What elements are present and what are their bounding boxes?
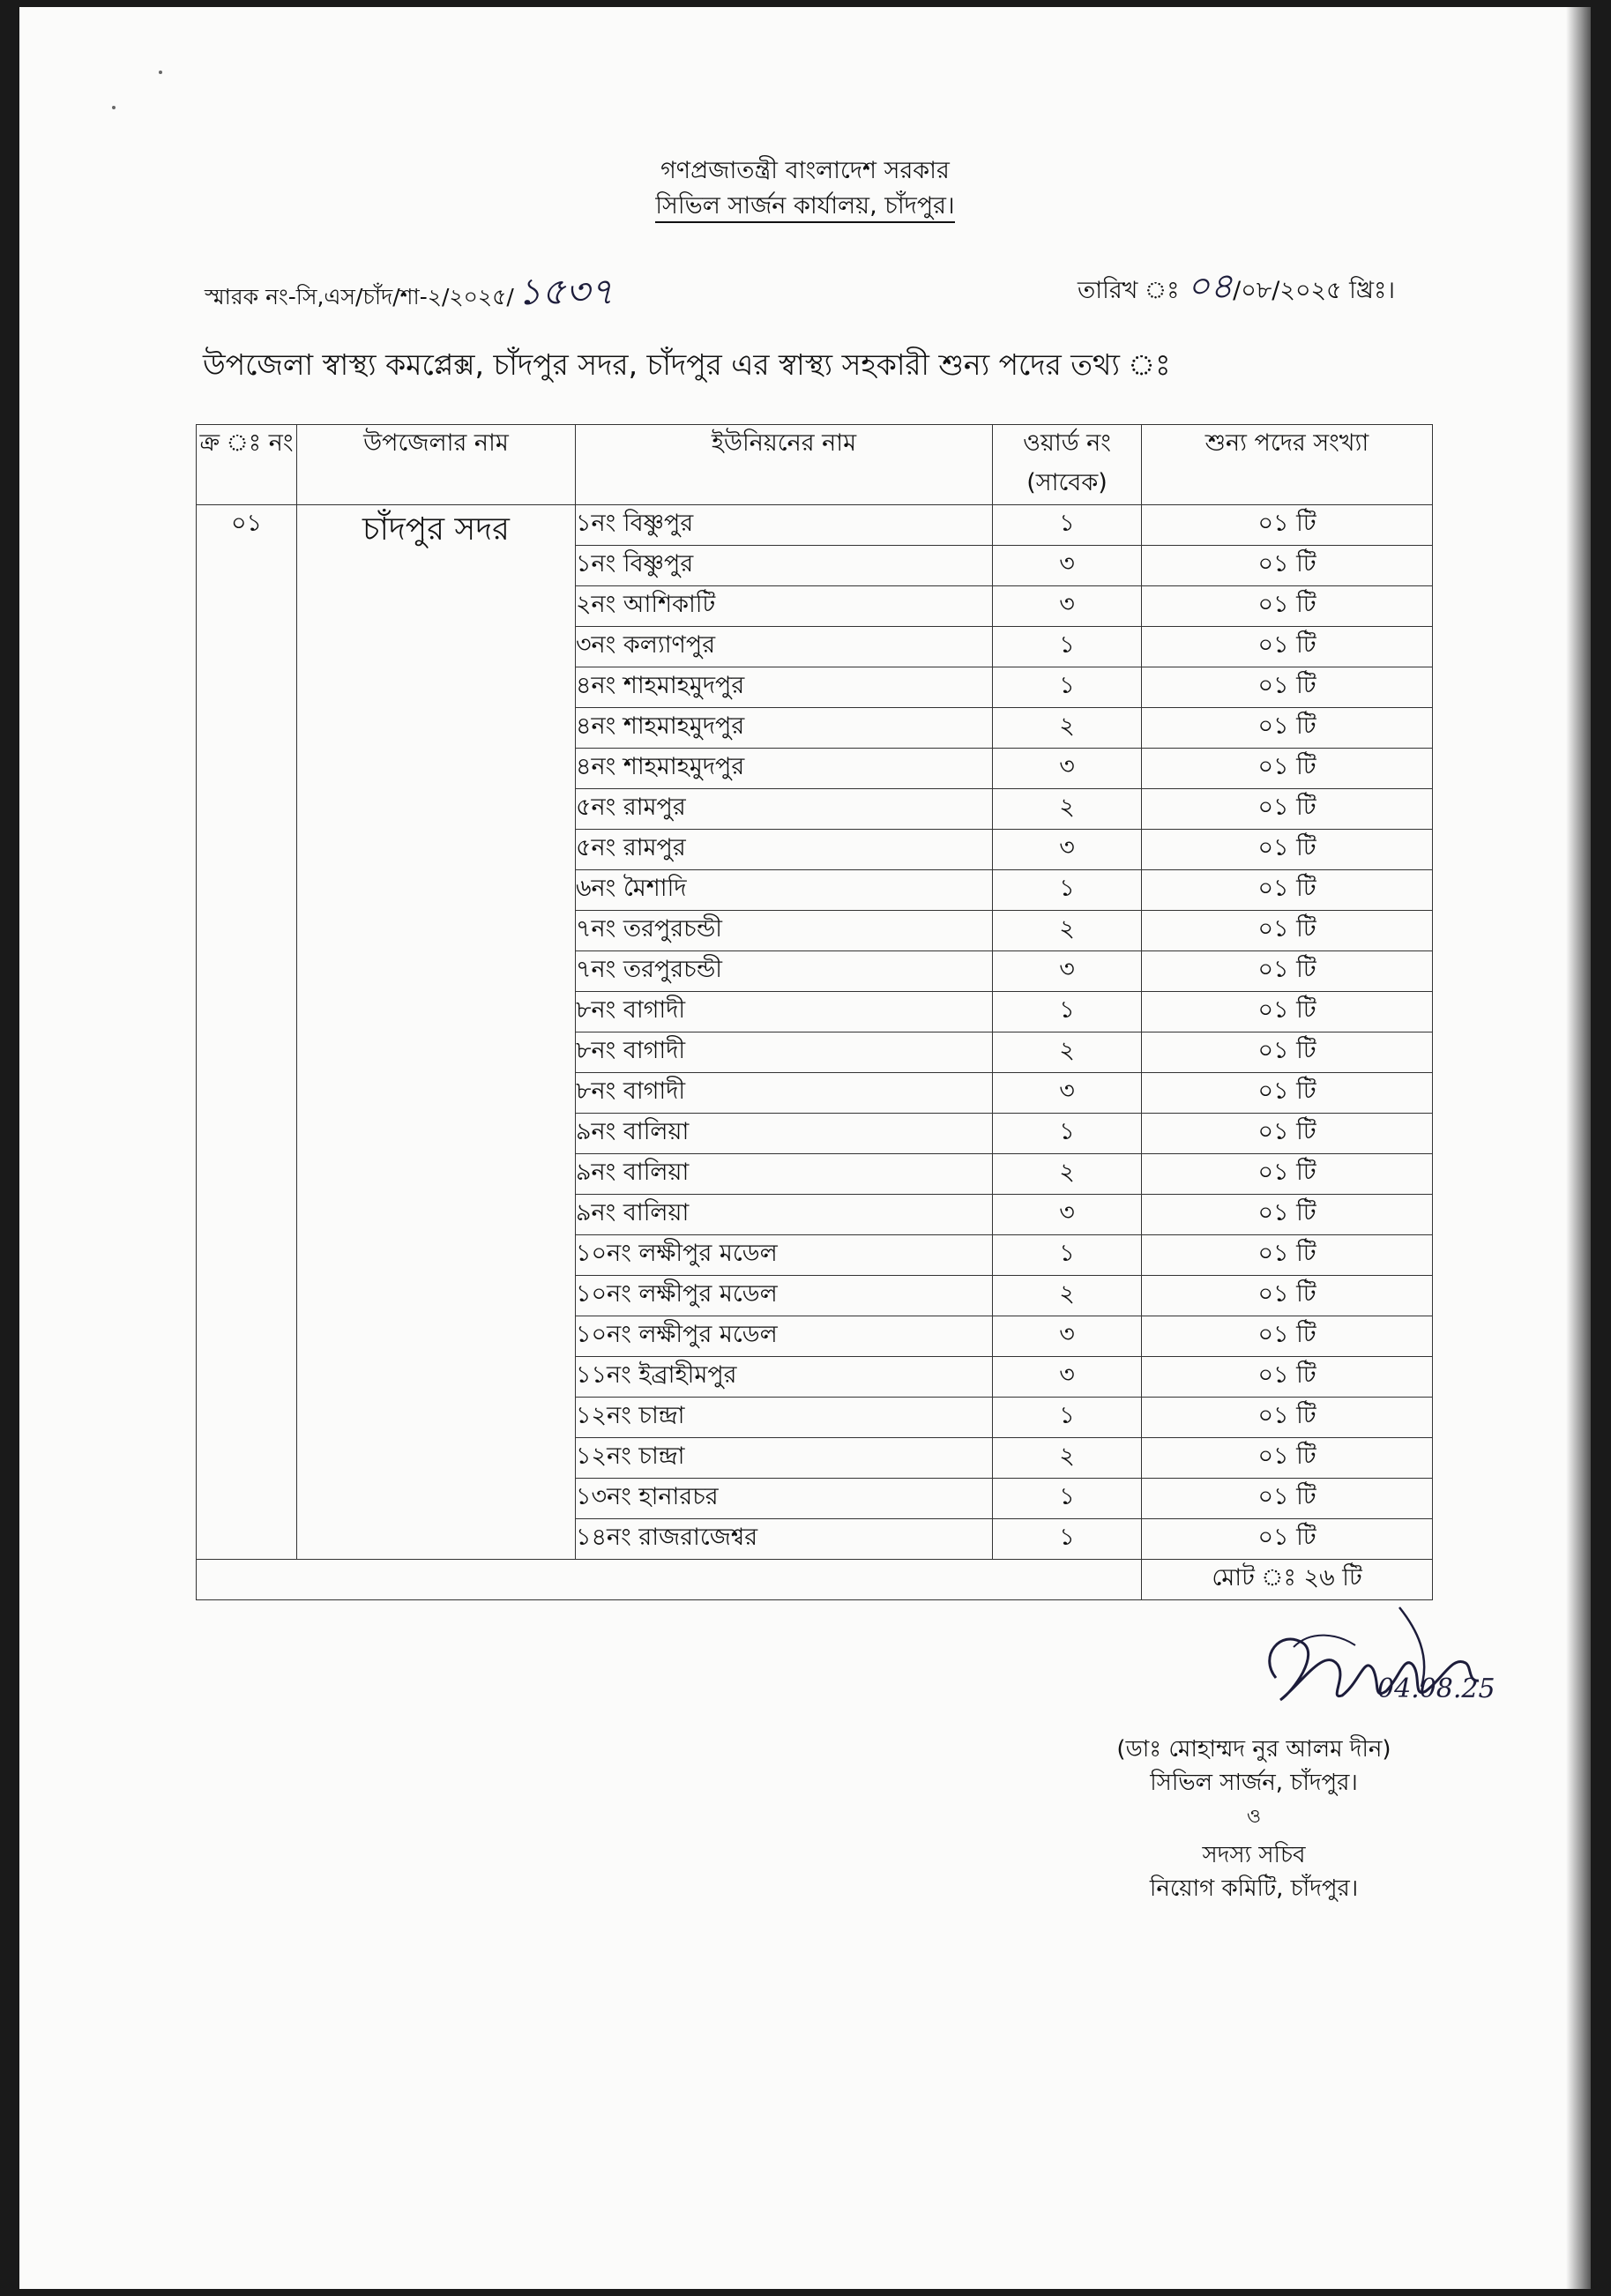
ward-cell: ২ <box>993 1154 1142 1195</box>
office-title-text: সিভিল সার্জন কার্যালয়, চাঁদপুর। <box>655 192 954 223</box>
table-body <box>197 505 1433 1600</box>
total-blank-cell <box>197 1560 1142 1600</box>
signatory-and: ও <box>1246 1806 1262 1828</box>
union-cell: ১নং বিষ্ণুপুর <box>576 505 993 546</box>
ward-cell: ১ <box>993 1114 1142 1154</box>
vacancy-cell: ০১ টি <box>1142 1357 1433 1398</box>
ward-cell: ১ <box>993 1479 1142 1519</box>
subject-line: উপজেলা স্বাস্থ্য কমপ্লেক্স, চাঁদপুর সদর, চাঁদপুর এর স্বাস্থ্য সহকারী শুন্য পদের তথ্য ঃ <box>203 347 1171 382</box>
ward-cell: ১ <box>993 1235 1142 1276</box>
ward-cell: ১ <box>993 1519 1142 1560</box>
ward-cell: ৩ <box>993 1316 1142 1357</box>
table-row <box>197 505 1433 546</box>
ward-cell: ১ <box>993 505 1142 546</box>
union-cell: ৪নং শাহমাহমুদপুর <box>576 749 993 789</box>
vacancy-cell: ০১ টি <box>1142 1032 1433 1073</box>
vacancy-cell: ০১ টি <box>1142 1438 1433 1479</box>
signatory-title: সিভিল সার্জন, চাঁদপুর। <box>1150 1770 1358 1796</box>
ward-cell: ২ <box>993 1032 1142 1073</box>
vacancy-cell: ০১ টি <box>1142 789 1433 830</box>
union-cell: ৯নং বালিয়া <box>576 1154 993 1195</box>
signatory-name: (ডাঃ মোহাম্মদ নুর আলম দীন) <box>1116 1736 1391 1763</box>
ward-cell: ১ <box>993 992 1142 1032</box>
union-cell: ৯নং বালিয়া <box>576 1114 993 1154</box>
union-cell: ৩নং কল্যাণপুর <box>576 627 993 667</box>
union-cell: ১নং বিষ্ণুপুর <box>576 546 993 586</box>
union-cell: ১১নং ইব্রাহীমপুর <box>576 1357 993 1398</box>
vacancy-table <box>196 424 1433 1600</box>
date-rest: /০৮/২০২৫ খ্রিঃ। <box>1233 277 1396 304</box>
signatory-committee: নিয়োগ কমিটি, চাঁদপুর। <box>1149 1875 1359 1902</box>
union-cell: ৮নং বাগাদী <box>576 992 993 1032</box>
memo-reference-handwritten: ১৫৩৭ <box>517 270 614 313</box>
government-title: গণপ্রজাতন্ত্রী বাংলাদেশ সরকার <box>660 157 950 184</box>
ward-cell: ২ <box>993 708 1142 749</box>
union-cell: ৫নং রামপুর <box>576 789 993 830</box>
union-cell: ৯নং বালিয়া <box>576 1195 993 1235</box>
vacancy-cell: ০১ টি <box>1142 1073 1433 1114</box>
date-label: তারিখ ঃ <box>1078 277 1180 304</box>
union-cell: ১৩নং হানারচর <box>576 1479 993 1519</box>
vacancy-cell: ০১ টি <box>1142 627 1433 667</box>
vacancy-cell: ০১ টি <box>1142 749 1433 789</box>
vacancy-cell: ০১ টি <box>1142 992 1433 1032</box>
union-cell: ৮নং বাগাদী <box>576 1032 993 1073</box>
header-union: ইউনিয়নের নাম <box>576 425 993 505</box>
ward-cell: ৩ <box>993 1195 1142 1235</box>
vacancy-cell: ০১ টি <box>1142 830 1433 870</box>
ward-cell: ৩ <box>993 586 1142 627</box>
signatory-title2: সদস্য সচিব <box>1202 1842 1306 1868</box>
vacancy-cell: ০১ টি <box>1142 1276 1433 1316</box>
ward-cell: ৩ <box>993 1073 1142 1114</box>
serial-cell: ০১ <box>197 505 297 1560</box>
ward-cell: ১ <box>993 1398 1142 1438</box>
ward-cell: ১ <box>993 627 1142 667</box>
ward-cell: ১ <box>993 870 1142 911</box>
header-vacancies: শুন্য পদের সংখ্যা <box>1142 425 1433 505</box>
vacancy-cell: ০১ টি <box>1142 870 1433 911</box>
union-cell: ১০নং লক্ষীপুর মডেল <box>576 1316 993 1357</box>
header-ward: ওয়ার্ড নং (সাবেক) <box>993 425 1142 505</box>
ward-cell: ৩ <box>993 951 1142 992</box>
union-cell: ১০নং লক্ষীপুর মডেল <box>576 1235 993 1276</box>
union-cell: ৮নং বাগাদী <box>576 1073 993 1114</box>
ward-cell: ২ <box>993 1438 1142 1479</box>
vacancy-cell: ০১ টি <box>1142 546 1433 586</box>
union-cell: ২নং আশিকাটি <box>576 586 993 627</box>
memo-reference <box>205 263 614 325</box>
ward-cell: ২ <box>993 1276 1142 1316</box>
union-cell: ৬নং মৈশাদি <box>576 870 993 911</box>
ward-cell: ৩ <box>993 1357 1142 1398</box>
ward-cell: ২ <box>993 911 1142 951</box>
scan-speck <box>159 71 162 74</box>
upazila-cell: চাঁদপুর সদর <box>297 505 576 1560</box>
union-cell: ১৪নং রাজরাজেশ্বর <box>576 1519 993 1560</box>
vacancy-cell: ০১ টি <box>1142 1154 1433 1195</box>
memo-reference-printed: স্মারক নং-সি,এস/চাঁদ/শা-২/২০২৫/ <box>205 284 514 309</box>
table-header-row <box>197 425 1433 505</box>
vacancy-cell: ০১ টি <box>1142 1114 1433 1154</box>
memo-date <box>1078 258 1395 317</box>
vacancy-cell: ০১ টি <box>1142 911 1433 951</box>
signature-scribble <box>1241 1594 1505 1726</box>
vacancy-cell: ০১ টি <box>1142 1316 1433 1357</box>
vacancy-cell: ০১ টি <box>1142 708 1433 749</box>
header-serial: ক্র ঃ নং <box>197 425 297 505</box>
page-edge-shadow <box>1566 7 1591 2289</box>
union-cell: ১২নং চান্দ্রা <box>576 1398 993 1438</box>
total-cell: মোট ঃ ২৬ টি <box>1142 1560 1433 1600</box>
vacancy-cell: ০১ টি <box>1142 1195 1433 1235</box>
signature-date: 04.08.25 <box>1377 1674 1495 1704</box>
office-title <box>19 188 1591 227</box>
union-cell: ৪নং শাহমাহমুদপুর <box>576 708 993 749</box>
ward-cell: ৩ <box>993 830 1142 870</box>
vacancy-cell: ০১ টি <box>1142 1398 1433 1438</box>
ward-cell: ১ <box>993 667 1142 708</box>
header-upazila: উপজেলার নাম <box>297 425 576 505</box>
vacancy-cell: ০১ টি <box>1142 951 1433 992</box>
union-cell: ১২নং চান্দ্রা <box>576 1438 993 1479</box>
vacancy-cell: ০১ টি <box>1142 1519 1433 1560</box>
vacancy-cell: ০১ টি <box>1142 586 1433 627</box>
union-cell: ৫নং রামপুর <box>576 830 993 870</box>
union-cell: ১০নং লক্ষীপুর মডেল <box>576 1276 993 1316</box>
scan-speck <box>112 106 116 109</box>
date-day-handwritten: ০৪ <box>1187 266 1234 307</box>
union-cell: ৪নং শাহমাহমুদপুর <box>576 667 993 708</box>
vacancy-cell: ০১ টি <box>1142 667 1433 708</box>
vacancy-cell: ০১ টি <box>1142 505 1433 546</box>
document-page <box>19 7 1591 2289</box>
union-cell: ৭নং তরপুরচন্ডী <box>576 911 993 951</box>
ward-cell: ৩ <box>993 546 1142 586</box>
union-cell: ৭নং তরপুরচন্ডী <box>576 951 993 992</box>
ward-cell: ২ <box>993 789 1142 830</box>
vacancy-cell: ০১ টি <box>1142 1479 1433 1519</box>
vacancy-cell: ০১ টি <box>1142 1235 1433 1276</box>
ward-cell: ৩ <box>993 749 1142 789</box>
